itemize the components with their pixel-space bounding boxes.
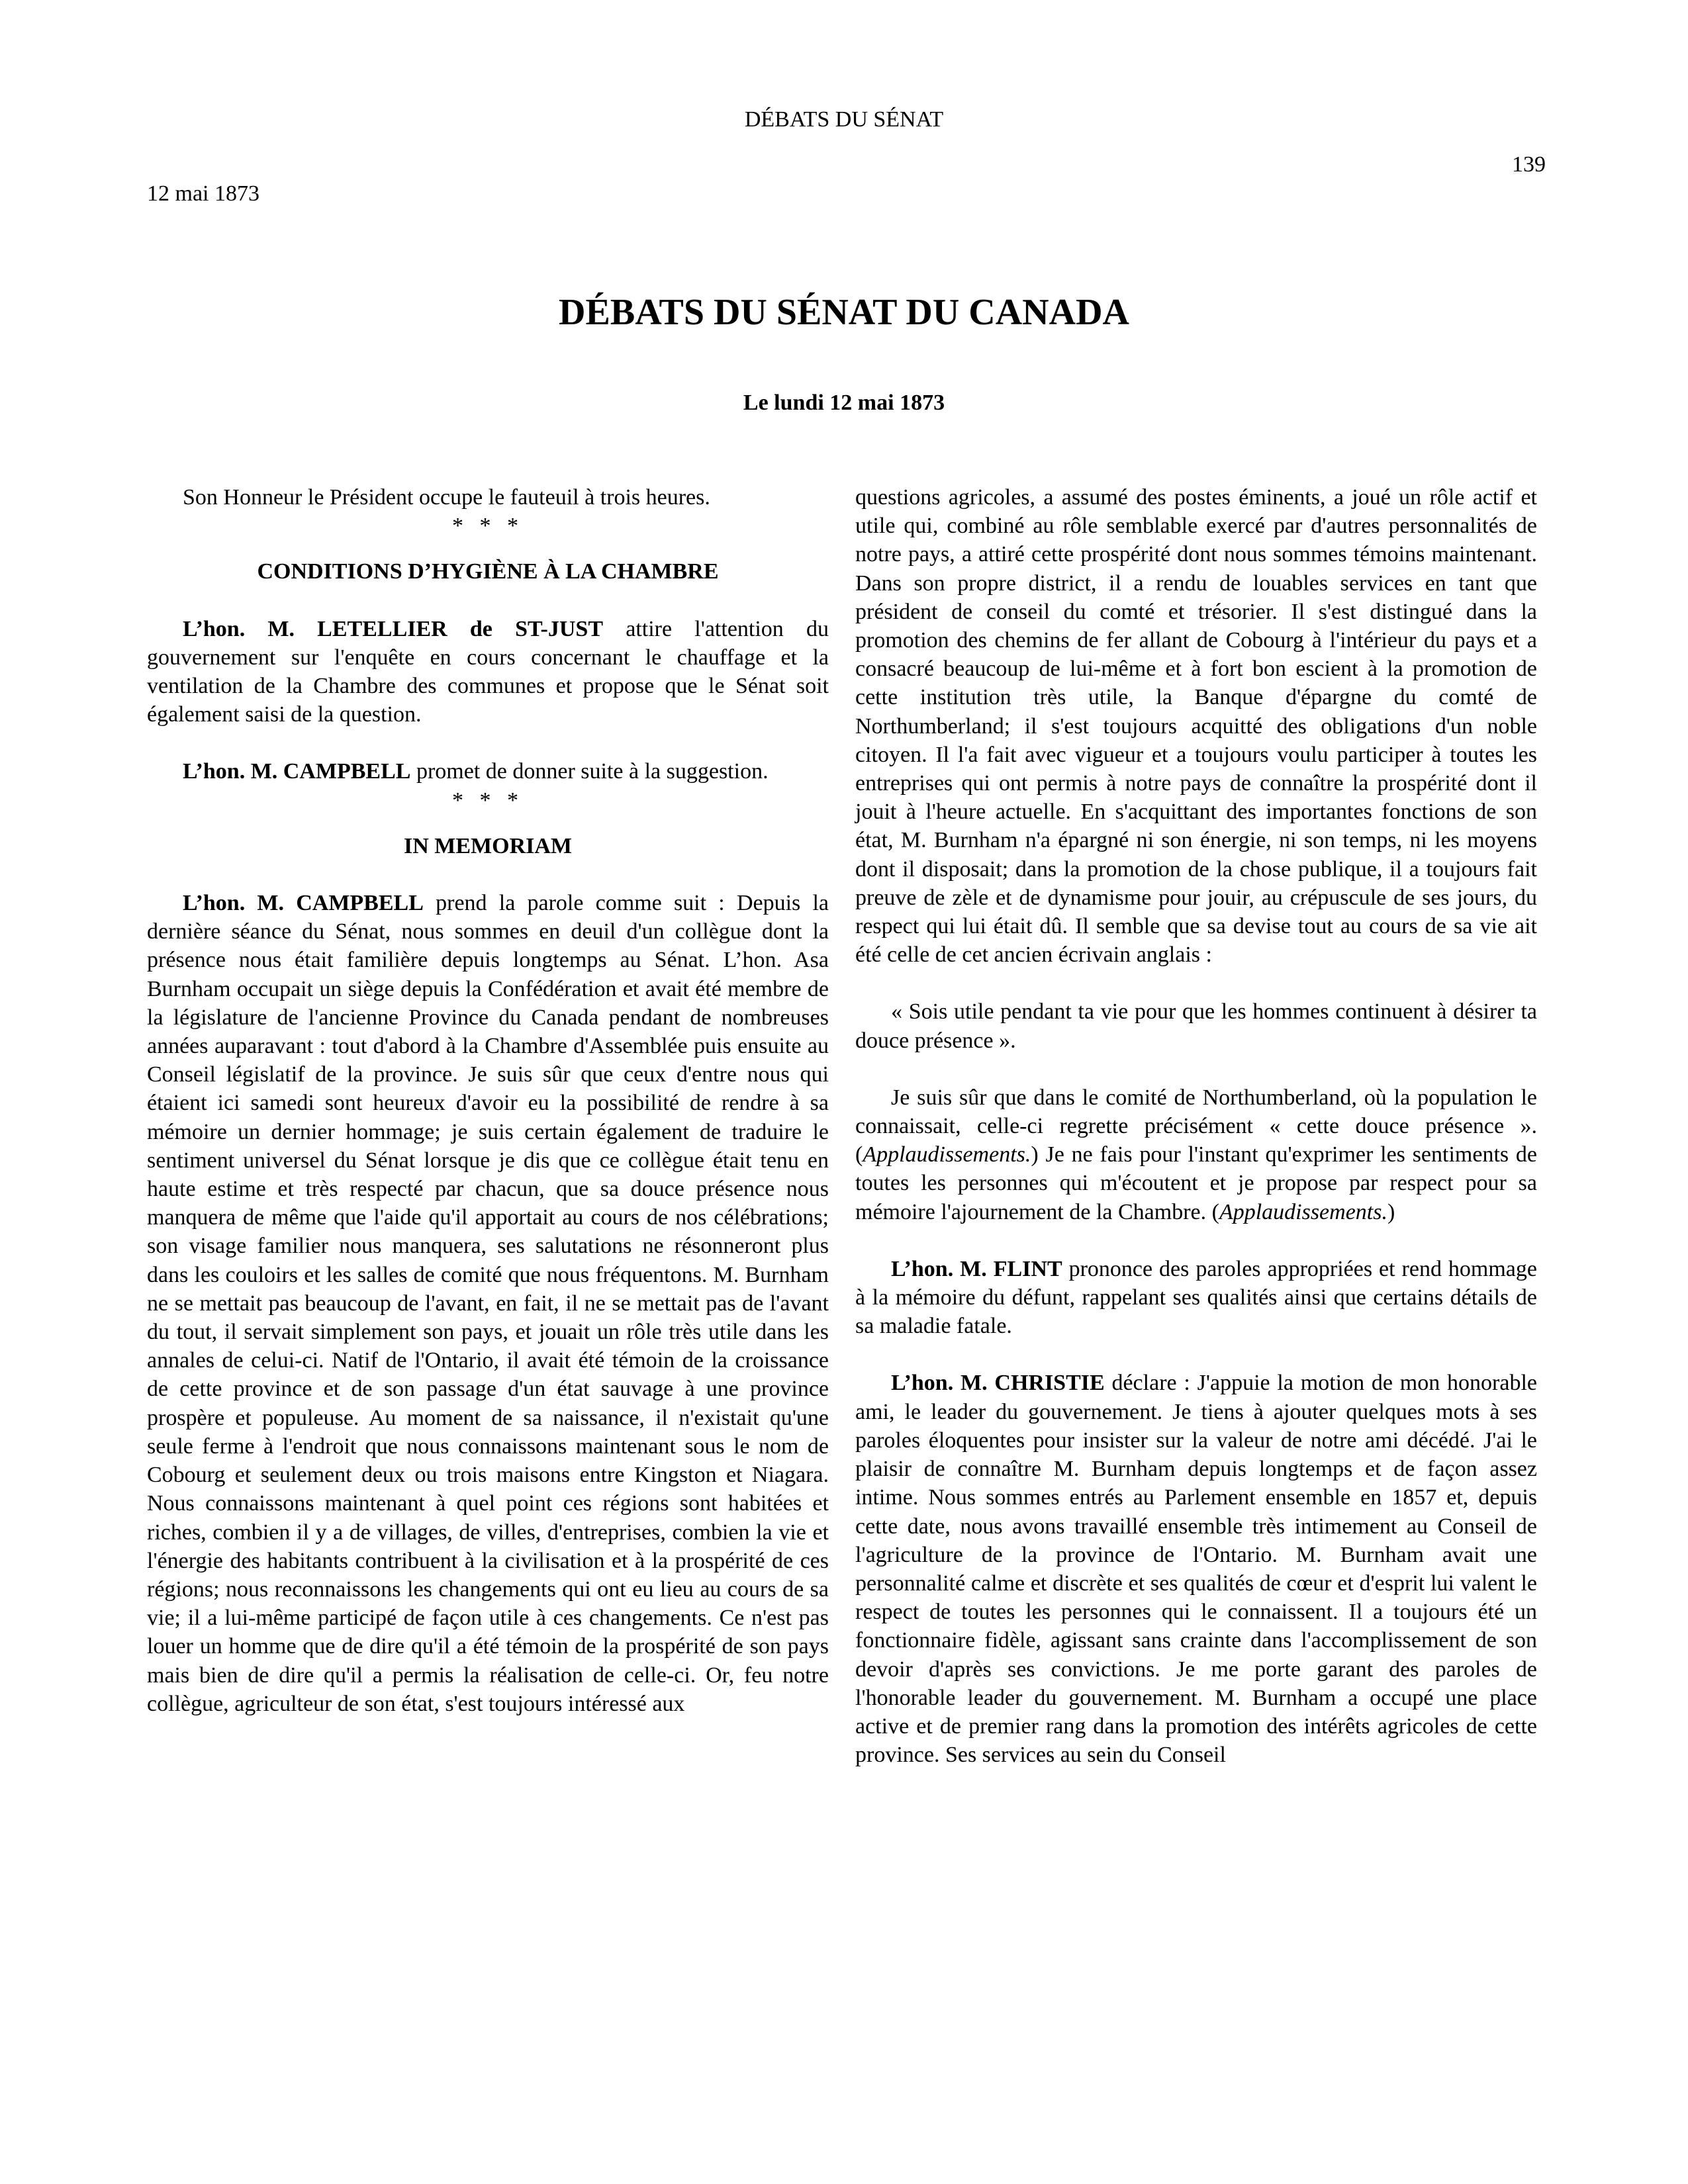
speaker-name: L’hon. M. LETELLIER de ST-JUST	[183, 616, 604, 641]
paragraph-text: )	[1387, 1199, 1395, 1224]
paragraph-continuation: questions agricoles, a assumé des postes éminents, a joué un rôle actif et utile qui, combiné au rôle semblable exercé par d'autres personnalités de notre pays, a attiré cette prospérité dont nous sommes témoins maintenant. Dans son propre district, il a rendu de louables services en tant que président de conseil du comté et trésorier. Il s'est distingué dans la promotion des chemins de fer allant de Cobourg à l'intérieur du pays et a consacré beaucoup de lui-même et à fort bon escient à la promotion de cette institution très utile, la Banque d'épargne du comté de Northumberland; il s'est toujours acquitté des obligations d'un noble citoyen. Il l'a fait avec vigueur et a toujours voulu participer à toutes les entreprises qui ont permis à notre pays de connaître la prospérité dont il jouit à l'heure actuelle. En s'acquittant des importantes fonctions de son état, M. Burnham n'a épargné ni son énergie, ni son temps, ni les moyens dont il disposait; dans la promotion de la chose publique, il a toujours fait preuve de zèle et de dynamisme pour jouir, au crépuscule de ses jours, du respect qui lui était dû. Il semble que sa devise tout au cours de sa vie ait été celle de cet ancien écrivain anglais :	[855, 485, 1537, 968]
speaker-name: L’hon. M. FLINT	[891, 1256, 1062, 1281]
paragraph-letellier	[147, 615, 829, 729]
paragraph-text: prononce des paroles appropriées et rend hommage à la mémoire du défunt, rappelant ses qualités ainsi que certains détails de sa maladie fatale.	[855, 1256, 1537, 1339]
paragraph-text: promet de donner suite à la suggestion.	[410, 759, 769, 784]
running-head: DÉBATS DU SÉNAT	[744, 107, 944, 132]
applause-note: Applaudissements.	[1219, 1199, 1387, 1224]
speaker-name: L’hon. M. CAMPBELL	[183, 759, 411, 784]
paragraph-text: attire l'attention du gouvernement sur l'enquête en cours concernant le chauffage et la ventilation de la Chambre des communes et propose que le Sénat soit également saisi de la question.	[147, 616, 829, 727]
page-number: 139	[1512, 152, 1546, 177]
paragraph-text: déclare : J'appuie la motion de mon honorable ami, le leader du gouvernement. Je tiens à ajouter quelques mots à ses paroles éloquentes pour insister sur la valeur de notre ami décédé. J'ai le plaisir de connaître M. Burnham depuis longtemps et de façon assez intime. Nous sommes entrés au Parlement ensemble en 1857 et, depuis cette date, nous avons travaillé ensemble très intimement au Conseil de l'agriculture de la province de l'Ontario. M. Burnham avait une personnalité calme et discrète et ses qualités de cœur et d'esprit lui valent le respect de toutes les personnes qui le connaissent. Il a toujours été un fonctionnaire fidèle, agissant sans crainte dans l'accomplissement de son devoir d'après ses convictions. Je me porte garant des paroles de l'honorable leader du gouvernement. M. Burnham a occupé une place active et de premier rang dans la promotion des intérêts agricoles de cette province. Ses services au sein du Conseil	[855, 1371, 1537, 1768]
section-separator: * * *	[452, 514, 524, 539]
left-column	[147, 483, 829, 1747]
quotation: « Sois utile pendant ta vie pour que les hommes continuent à désirer ta douce présence ».	[855, 999, 1537, 1053]
opening-line: Son Honneur le Président occupe le fauteuil à trois heures.	[183, 485, 710, 510]
speaker-name: L’hon. M. CHRISTIE	[891, 1371, 1105, 1396]
paragraph-campbell-2	[147, 889, 829, 1718]
paragraph-campbell-1	[147, 757, 829, 786]
paragraph-adjournment	[855, 1083, 1537, 1226]
header-date: 12 mai 1873	[147, 181, 259, 206]
speaker-name: L’hon. M. CAMPBELL	[183, 891, 424, 916]
section-heading-hygiene: CONDITIONS D’HYGIÈNE À LA CHAMBRE	[257, 559, 719, 584]
section-separator: * * *	[452, 788, 524, 813]
section-heading-memoriam: IN MEMORIAM	[403, 833, 573, 858]
right-column	[855, 483, 1537, 1797]
page-title: DÉBATS DU SÉNAT DU CANADA	[559, 292, 1129, 333]
paragraph-text: ) Je ne fais pour l'instant qu'exprimer les sentiments de toutes les personnes qui m'écoutent et je propose par respect pour sa mémoire l'ajournement de la Chambre. (	[855, 1142, 1537, 1224]
paragraph-text: Je suis sûr que dans le comité de Northumberland, où la population le connaissait, celle-ci regrette précisément « cette douce présence ». (	[855, 1085, 1537, 1167]
paragraph-flint	[855, 1255, 1537, 1341]
sitting-date: Le lundi 12 mai 1873	[743, 390, 945, 415]
paragraph-text: prend la parole comme suit : Depuis la dernière séance du Sénat, nous sommes en deuil d'un collègue dont la présence nous était familière depuis longtemps au Sénat. L’hon. Asa Burnham occupait un siège depuis la Confédération et avait été membre de la législature de l'ancienne Province du Canada pendant de nombreuses années auparavant : tout d'abord à la Chambre d'Assemblée puis ensuite au Conseil législatif de la province. Je suis sûr que ceux d'entre nous qui étaient ici samedi sont heureux d'avoir eu la possibilité de rendre à sa mémoire un dernier hommage; je suis certain également de traduire le sentiment universel du Sénat lorsque je dis que ce collègue était tenu en haute estime et très respecté par chacun, que sa douce présence nous manquera de même que l'aide qu'il apportait au cours de nos célébrations; son visage familier nous manquera, ses salutations ne résonneront plus dans les couloirs et les salles de comité que nous fréquentons. M. Burnham ne se mettait pas beaucoup de l'avant, en fait, il ne se mettait pas de l'avant du tout, il servait simplement son pays, et jouait un rôle très utile dans les annales de celui-ci. Natif de l'Ontario, il avait été témoin de la croissance de cette province et de son passage d'un état sauvage à une province prospère et populeuse. Au moment de sa naissance, il n'existait qu'une seule ferme à l'endroit que nous connaissons maintenant sous le nom de Cobourg et seulement deux ou trois maisons entre Kingston et Niagara. Nous connaissons maintenant à quel point ces régions sont habitées et riches, combien il y a de villages, de villes, d'entreprises, combien la vie et l'énergie des habitants contribuent à la civilisation et à la prospérité de ces régions; nous reconnaissons les changements qui ont eu lieu au cours de sa vie; il a lui-même participé de façon utile à ces changements. Ce n'est pas louer un homme que de dire qu'il a été témoin de la prospérité de son pays mais bien de dire qu'il a permis la réalisation de celle-ci. Or, feu notre collègue, agriculteur de son état, s'est toujours intéressé aux	[147, 891, 829, 1716]
applause-note: Applaudissements.	[863, 1142, 1031, 1167]
paragraph-christie	[855, 1369, 1537, 1769]
